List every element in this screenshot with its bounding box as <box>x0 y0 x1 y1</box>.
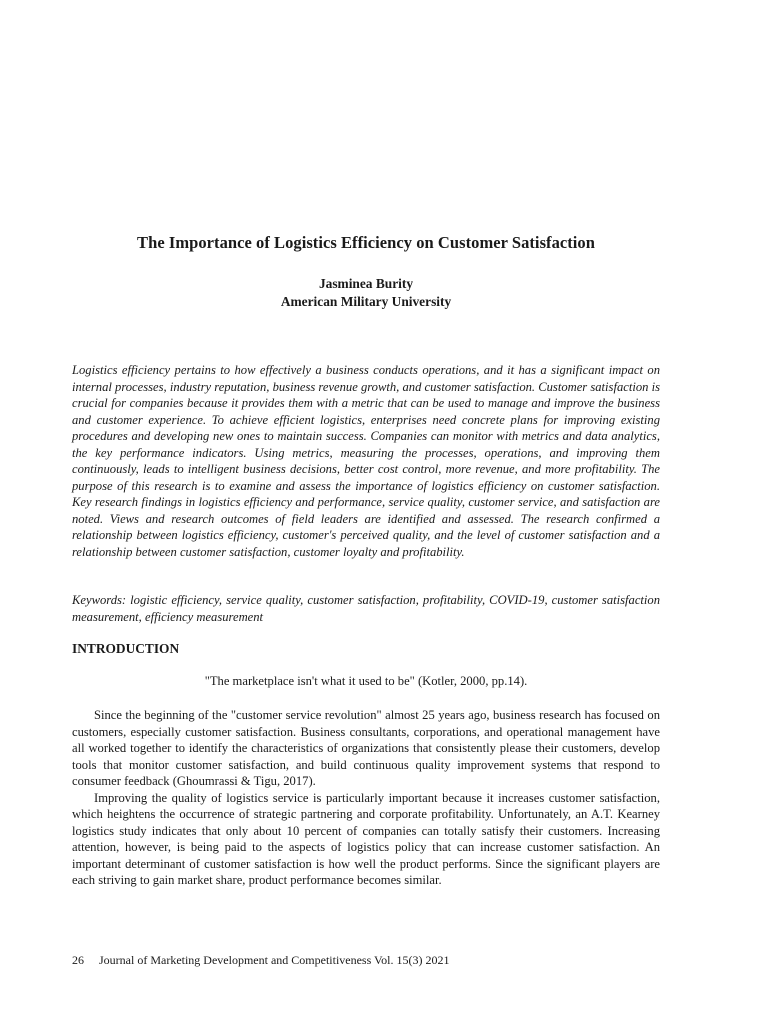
journal-citation: Journal of Marketing Development and Competitiveness Vol. 15(3) 2021 <box>99 953 450 967</box>
page-footer <box>72 953 450 968</box>
introduction-body <box>72 707 660 889</box>
author-block <box>0 275 732 311</box>
abstract: Logistics efficiency pertains to how effectively a business conducts operations, and it has a significant impact on internal processes, industry reputation, business revenue growth, and customer satisfaction. Customer satisfaction is crucial for companies because it provides them with a metric that can be used to manage and improve the business and customer experience. To achieve efficient logistics, enterprises need concrete plans for improving existing procedures and developing new ones to maintain success. Companies can monitor with metrics and data analytics, the key performance indicators. Using metrics, measuring the processes, operations, and improving them continuously, leads to intelligent business decisions, better cost control, more revenue, and more profitability. The purpose of this research is to examine and assess the importance of logistics efficiency on customer satisfaction. Key research findings in logistics efficiency and performance, service quality, customer service, and satisfaction are noted. Views and research outcomes of field leaders are identified and assessed. The research confirmed a relationship between logistics efficiency, customer's perceived quality, and the level of customer satisfaction and a relationship between customer satisfaction, customer loyalty and profitability. <box>72 363 660 559</box>
section-heading-introduction: INTRODUCTION <box>72 641 180 656</box>
epigraph-quote: "The marketplace isn't what it used to be" (Kotler, 2000, pp.14). <box>204 674 528 688</box>
paper-title: The Importance of Logistics Efficiency on Customer Satisfaction <box>137 233 595 252</box>
keywords: Keywords: logistic efficiency, service quality, customer satisfaction, profitability, COVID-19, customer satisfaction measurement, efficiency measurement <box>72 593 660 624</box>
author-name: Jasminea Burity <box>318 276 414 291</box>
page-number: 26 <box>72 953 84 967</box>
body-paragraph: Improving the quality of logistics service is particularly important because it increases customer satisfaction, which heightens the occurrence of strategic partnering and corporate profitability. Unfortunately, an A.T. Kearney logistics study indicates that only about 10 percent of companies can totally satisfy their customers. Increasing attention, however, is being paid to the aspects of logistics policy that can increase customer satisfaction. An important determinant of customer satisfaction is how well the product performs. Since the significant players are each striving to gain market share, product performance becomes similar. <box>72 790 660 887</box>
body-paragraph: Since the beginning of the "customer service revolution" almost 25 years ago, business research has focused on customers, especially customer satisfaction. Business consultants, corporations, and operational management have all worked together to identify the characteristics of organizations that consistently please their customers, develop tools that monitor customer satisfaction, and build continuous quality improvement systems that respond to consumer feedback (Ghoumrassi & Tigu, 2017). <box>72 708 660 788</box>
author-affiliation: American Military University <box>280 294 452 309</box>
